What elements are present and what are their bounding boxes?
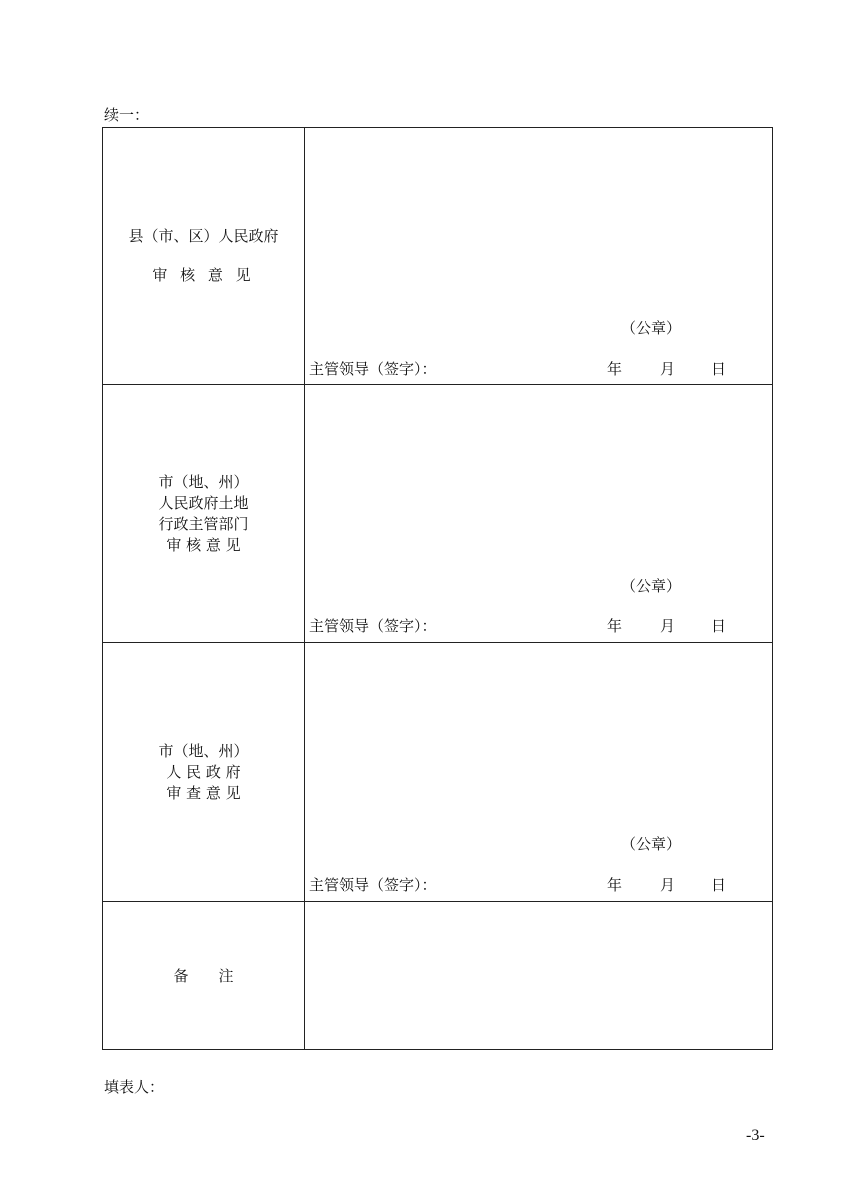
city-government-review-row xyxy=(103,643,772,902)
signer-label: 主管领导（签字）： xyxy=(309,617,437,635)
month-label: 月 xyxy=(660,360,676,378)
opinion-area[interactable] xyxy=(305,128,772,384)
row-label xyxy=(103,385,305,642)
day-label: 日 xyxy=(711,617,727,635)
review-form-table xyxy=(102,127,773,1050)
row-label xyxy=(103,128,305,384)
label-line: 市（地、州） xyxy=(158,742,249,760)
label-line: 行政主管部门 xyxy=(158,515,249,533)
label-line: 人民政府土地 xyxy=(158,494,249,512)
opinion-area[interactable] xyxy=(305,385,772,642)
signer-label: 主管领导（签字）： xyxy=(309,360,437,378)
row-label xyxy=(103,643,305,901)
label-line: 审 查 意 见 xyxy=(166,784,241,802)
seal-label: （公章） xyxy=(621,835,682,853)
remarks-row xyxy=(103,902,772,1050)
label-line: 备 注 xyxy=(173,966,234,985)
month-label: 月 xyxy=(660,876,676,894)
label-line: 审 核 意 见 xyxy=(152,266,255,284)
remarks-area[interactable] xyxy=(305,902,772,1050)
year-label: 年 xyxy=(607,876,623,894)
county-review-row xyxy=(103,128,772,385)
month-label: 月 xyxy=(660,617,676,635)
opinion-area[interactable] xyxy=(305,643,772,901)
label-line: 县（市、区）人民政府 xyxy=(128,227,279,245)
signer-label: 主管领导（签字）： xyxy=(309,876,437,894)
year-label: 年 xyxy=(607,617,623,635)
label-line: 审 核 意 见 xyxy=(166,536,241,554)
page-number: -3- xyxy=(746,1127,765,1144)
year-label: 年 xyxy=(607,360,623,378)
label-line: 人 民 政 府 xyxy=(166,763,241,781)
city-land-dept-review-row xyxy=(103,385,772,643)
seal-label: （公章） xyxy=(621,577,682,595)
row-label xyxy=(103,902,305,1050)
form-filler-label: 填表人： xyxy=(104,1078,165,1096)
day-label: 日 xyxy=(711,360,727,378)
label-line: 市（地、州） xyxy=(158,473,249,491)
seal-label: （公章） xyxy=(621,319,682,337)
continuation-header: 续一： xyxy=(104,106,150,124)
day-label: 日 xyxy=(711,876,727,894)
